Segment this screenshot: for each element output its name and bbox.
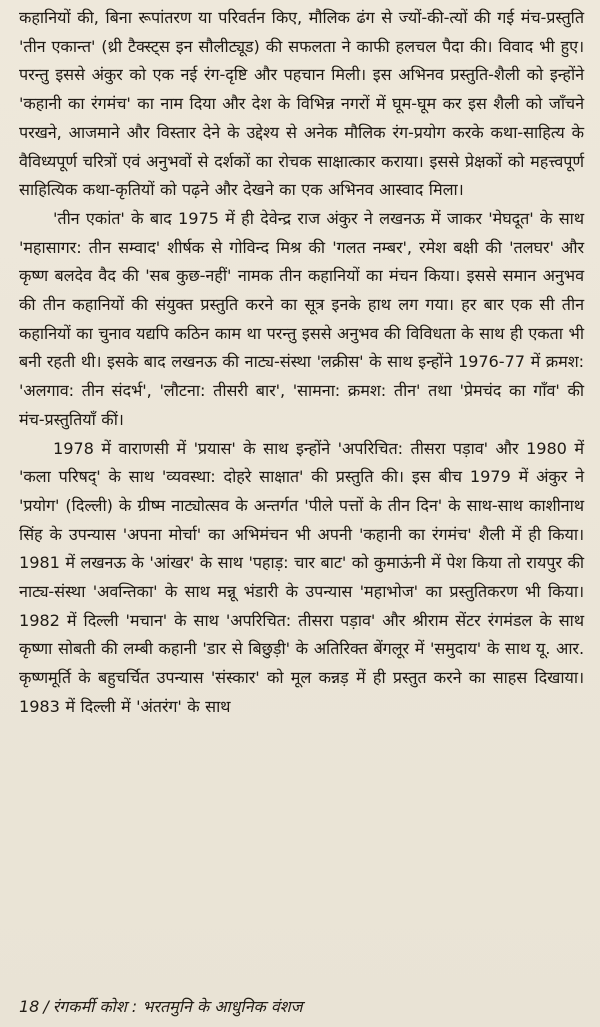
footer-separator: / bbox=[43, 997, 49, 1016]
page-footer bbox=[19, 995, 306, 1017]
paragraph-lucknow-productions: 'तीन एकांत' के बाद 1975 में ही देवेन्द्र राज अंकुर ने लखनऊ में जाकर 'मेघदूत' के साथ 'महासागर: तीन सम्वाद' शीर्षक से गोविन्द मिश्र की 'गलत नम्बर', रमेश बक्षी की 'तलघर' और कृष्ण बलदेव वैद की 'सब कुछ-नहीं' नामक तीन कहानियों का मंचन किया। इससे समान अनुभव की तीन कहानियों की संयुक्त प्रस्तुति करने का सूत्र इनके हाथ लग गया। हर बार एक सी तीन कहानियों का चुनाव यद्यपि कठिन काम था परन्तु इससे अनुभव की विविधता के साथ ही एकता भी बनी रहती थी। इसके बाद लखनऊ की नाट्य-संस्था 'लक्रीस' के साथ इन्होंने 1976-77 में क्रमश: 'अलगाव: तीन संदर्भ', 'लौटना: तीसरी बार', 'सामना: क्रमश: तीन' तथा 'प्रेमचंद का गाँव' की मंच-प्रस्तुतियाँ कीं। bbox=[19, 208, 584, 429]
running-title: रंगकर्मी कोश : भरतमुनि के आधुनिक वंशज bbox=[52, 997, 303, 1016]
paragraph-varanasi-productions: 1978 में वाराणसी में 'प्रयास' के साथ इन्होंने 'अपरिचित: तीसरा पड़ाव' और 1980 में 'कला परिषद्' के साथ 'व्यवस्था: दोहरे साक्षात' की प्रस्तुति की। इस बीच 1979 में अंकुर ने 'प्रयोग' (दिल्ली) के ग्रीष्म नाट्योत्सव के अन्तर्गत 'पीले पत्तों के तीन दिन' के साथ-साथ काशीनाथ सिंह के उपन्यास 'अपना मोर्चा' का अभिमंचन भी अपनी 'कहानी का रंगमंच' शैली में ही किया। 1981 में लखनऊ के 'आंखर' के साथ 'पहाड़: चार बाट' को कुमाऊंनी में पेश किया तो रायपुर की नाट्य-संस्था 'अवन्तिका' के साथ मन्नू भंडारी के उपन्यास 'महाभोज' का प्रस्तुतिकरण भी किया। 1982 में दिल्ली 'मचान' के साथ 'अपरिचित: तीसरा पड़ाव' और श्रीराम सेंटर रंगमंडल के साथ कृष्णा सोबती की लम्बी कहानी 'डार से बिछुड़ी' के अतिरिक्त बेंगलूर में 'समुदाय' के साथ यू. आर. कृष्णमूर्ति के बहुचर्चित उपन्यास 'संस्कार' को मूल कन्नड़ में ही प्रस्तुत करने का साहस दिखाया। 1983 में दिल्ली में 'अंतरंग' के साथ bbox=[19, 438, 584, 716]
page-number: 18 bbox=[19, 997, 40, 1016]
paragraph-continuation: कहानियों की, बिना रूपांतरण या परिवर्तन किए, मौलिक ढंग से ज्यों-की-त्यों की गई मंच-प्रस्तुति 'तीन एकान्त' (थ्री टैक्स्ट्स इन सौलीट्यूड) की सफलता ने काफी हलचल पैदा की। विवाद भी हुए। परन्तु इससे अंकुर को एक नई रंग-दृष्टि और पहचान मिली। इस अभिनव प्रस्तुति-शैली को इन्होंने 'कहानी का रंगमंच' का नाम दिया और देश के विभिन्न नगरों में घूम-घूम कर इस शैली को जाँचने परखने, आजमाने और विस्तार देने के उद्देश्य से अनेक मौलिक रंग-प्रयोग करके कथा-साहित्य के वैविध्यपूर्ण चरित्रों एवं अनुभवों से दर्शकों का रोचक साक्षात्कार कराया। इससे प्रेक्षकों को महत्त्वपूर्ण साहित्यिक कथा-कृतियों को पढ़ने और देखने का एक अभिनव आस्वाद मिला। bbox=[19, 8, 584, 200]
